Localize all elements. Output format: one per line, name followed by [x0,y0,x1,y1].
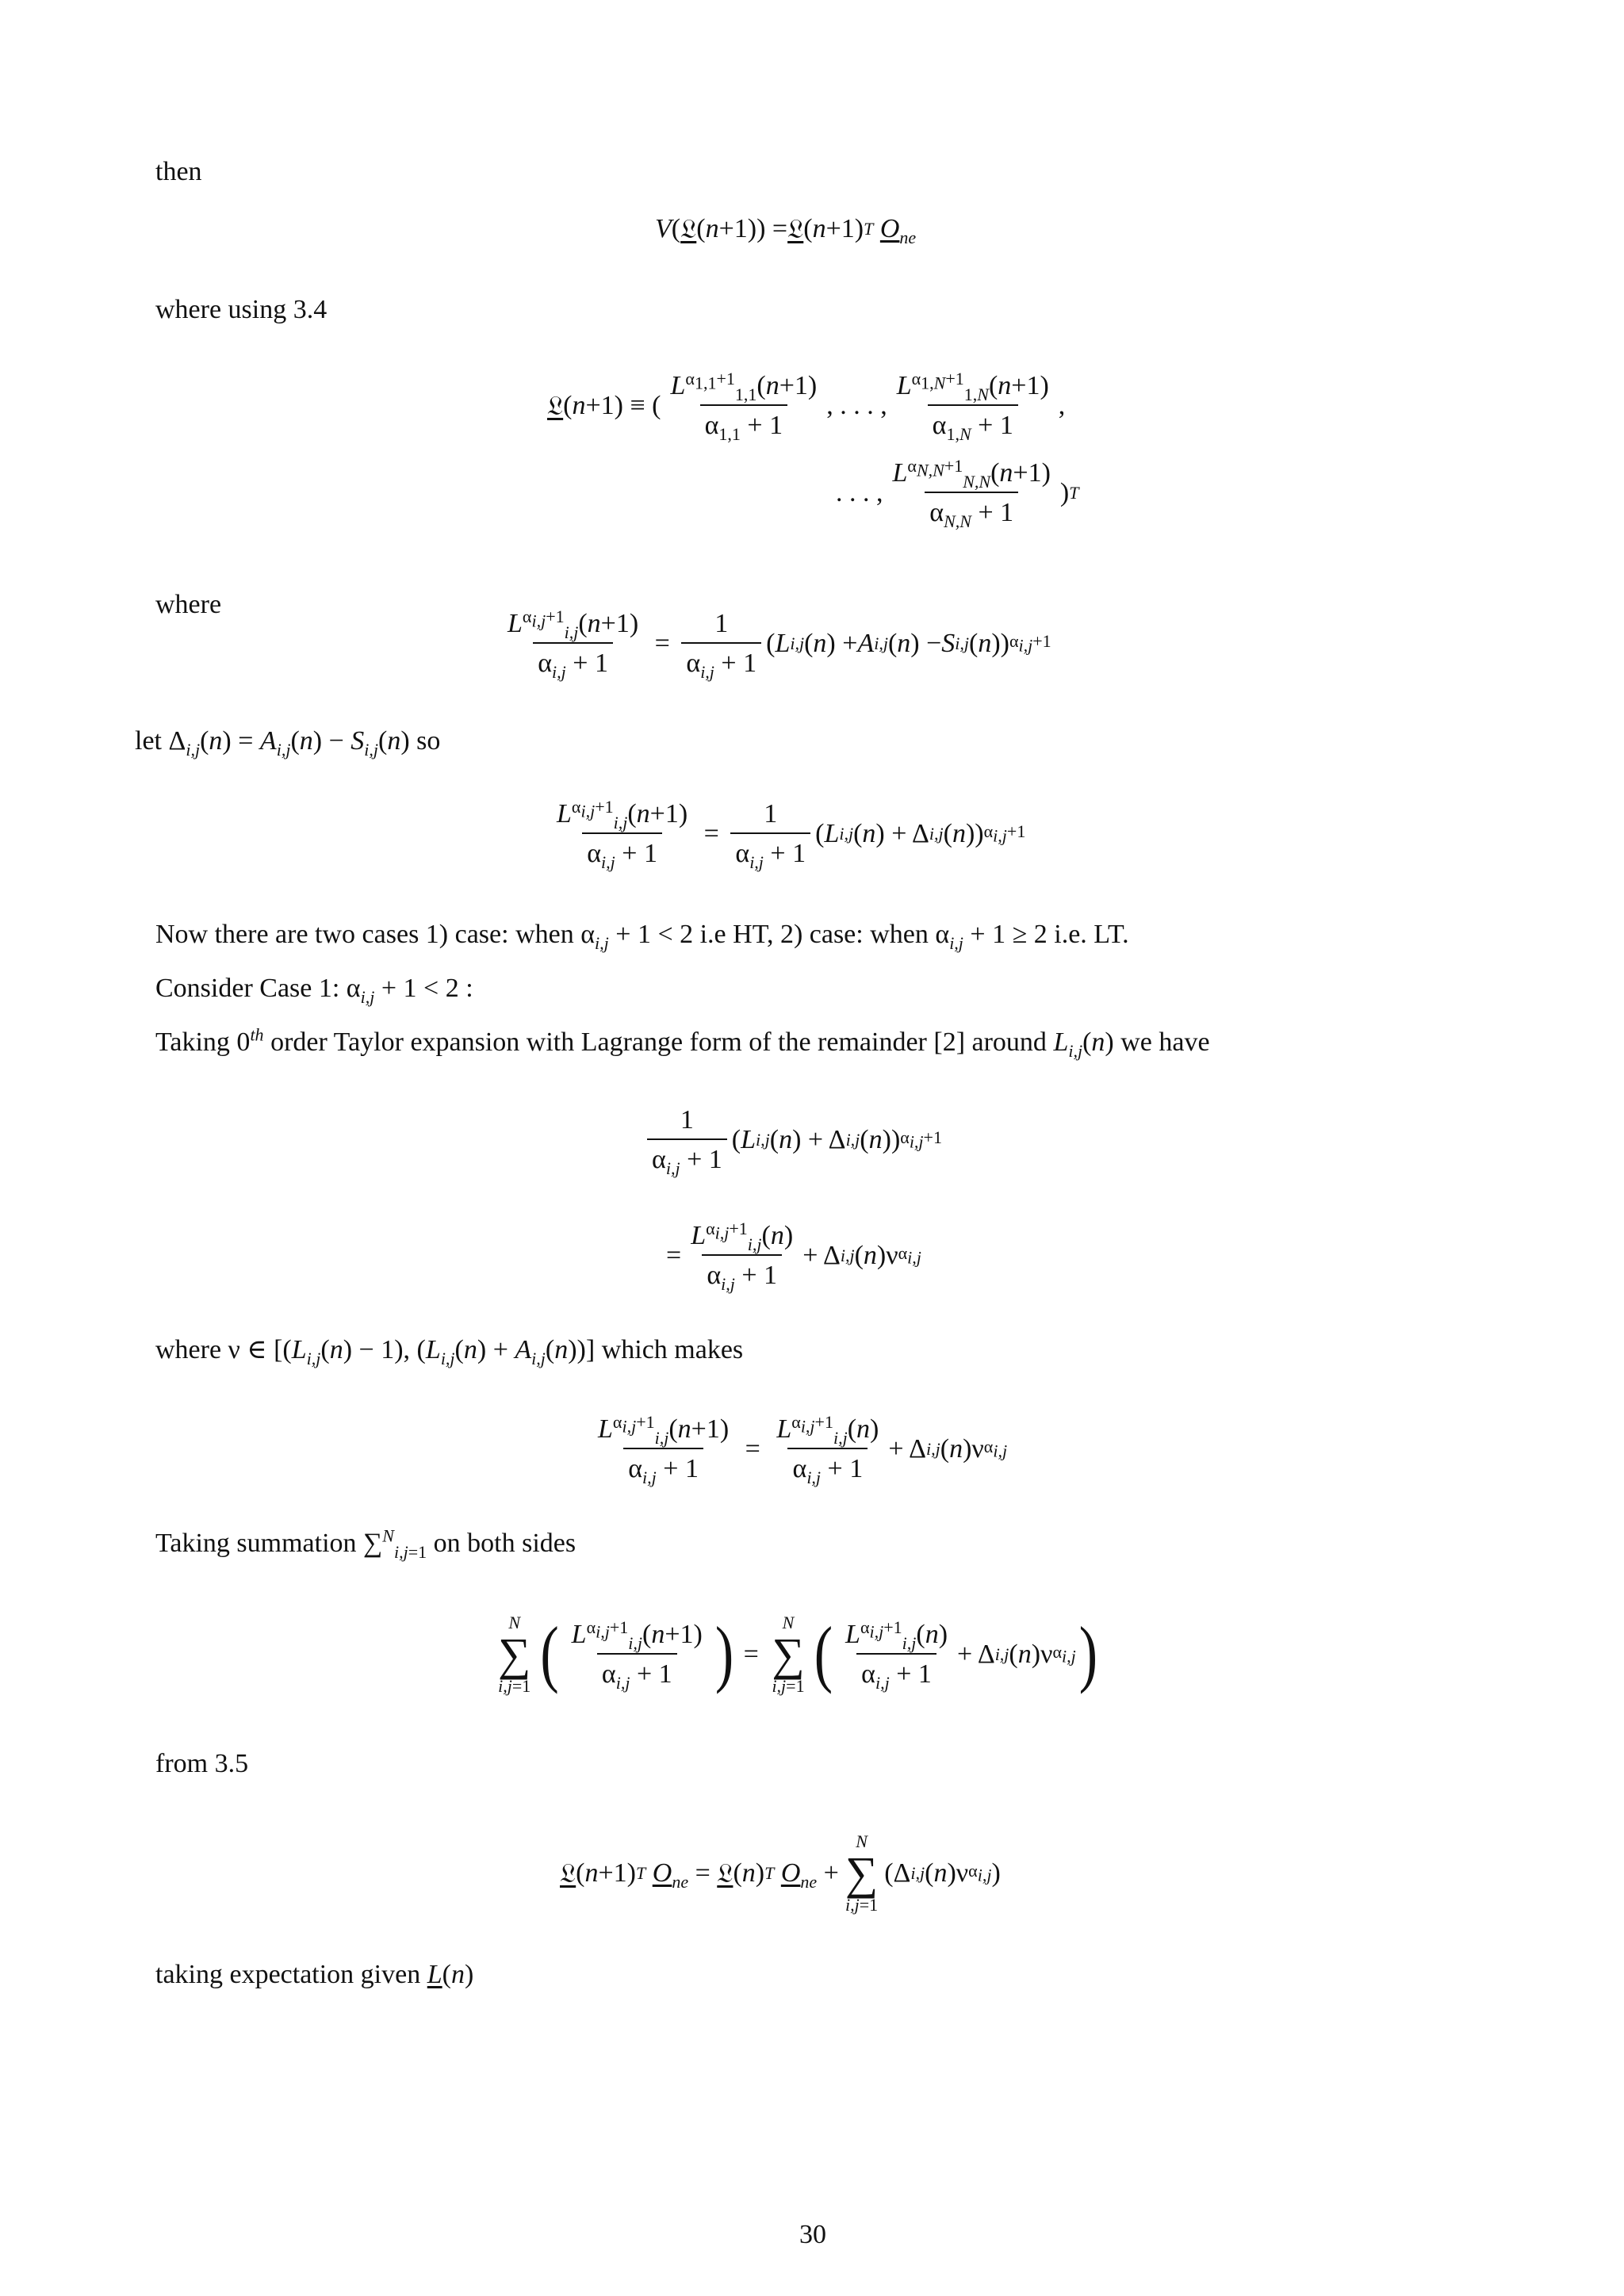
equation-taylor-rhs: = $\frac{L^{\alpha_{i,j}+1}_{i,j}(n)}{\alpha_{i,j} + 1}$ + Δ i,j ( n )ν $\alpha_{i,j}$ [666,1218,921,1294]
equation-drift: 𝔏 ( n +1) T $O_{ne}$ = 𝔏 ( n ) T $O_{ne}$ + N ∑ i,j=1 (Δ i,j ( n )ν $\alpha_{i,j}$ ) [560,1831,1001,1915]
equation-lyapunov: V ( 𝔏 ( n +1)) = 𝔏 ( n +1) T $O_{ne}$ [655,213,917,247]
equation-result: $\frac{L^{\alpha_{i,j}+1}_{i,j}(n+1)}{\alpha_{i,j} + 1}$ = $\frac{L^{\alpha_{i,j}+1}_{i,j}(n)}{\alpha_{i,j} + 1}$ + Δ i,j ( n )ν $\alpha_{i,j}$ [598,1411,1008,1487]
equation-component: $\frac{L^{\alpha_{i,j}+1}_{i,j}(n+1)}{\alpha_{i,j} + 1}$ = $\frac{1}{\alpha_{i,j} + 1}$ ( L i,j ( n ) + A i,j ( n ) − S i,j ( n )) $\alpha_{i,j}+1$ [508,606,1051,682]
equation-vector-def: 𝔏 ( n +1) ≡ ( $\frac{L^{\alpha_{1,1}+1}_{1,1}(n+1)}{\alpha_{1,1} + 1}$ , . . . , $\frac{L^{\alpha_{1,N}+1}_{1,N}(n+1)}{\alpha_{1,N} + 1}$ , [547,368,1066,444]
text-from-3-5: from 3.5 [155,1749,249,1778]
text-then: then [155,157,202,186]
text-where-using: where using 3.4 [155,295,327,324]
equation-vector-def-cont: . . . , $\frac{L^{\alpha_{N,N}+1}_{N,N}(n+1)}{\alpha_{N,N} + 1}$ ) T [836,455,1079,531]
text-taking-summation: Taking summation ∑$^N_{i,j=1}$ on both sides [155,1525,576,1562]
text-two-cases: Now there are two cases 1) case: when $\alpha_{i,j} + 1 < 2$ i.e HT, 2) case: when $\alpha_{i,j} + 1 \ge 2$ i.e. LT. [155,920,1129,953]
page-number: 30 [799,2220,826,2249]
equation-summation: N ∑ i,j=1 ( $\frac{L^{\alpha_{i,j}+1}_{i,j}(n+1)}{\alpha_{i,j} + 1}$ ) = N ∑ i,j=1 ( $\frac{L^{\alpha_{i,j}+1}_{i,j}(n)}{\alpha_{i,j} + 1}$ + Δ i,j ( n )ν $\alpha_{i,j}$ ) [498,1613,1098,1696]
equation-delta-form: $\frac{L^{\alpha_{i,j}+1}_{i,j}(n+1)}{\alpha_{i,j} + 1}$ = $\frac{1}{\alpha_{i,j} + 1}$ ( L i,j ( n ) + Δ i,j ( n )) $\alpha_{i,j}+1$ [557,796,1026,872]
text-taylor: Taking 0th order Taylor expansion with Lagrange form of the remainder [2] around $L_{i,j}(n)$ we have [155,1024,1210,1061]
text-where: where [155,590,222,619]
text-taking-expectation: taking expectation given L(n) [155,1960,474,1989]
text-let-delta: let $\Delta_{i,j}(n) = A_{i,j}(n) - S_{i,j}(n)$ so [135,726,441,760]
equation-taylor-lhs: $\frac{1}{\alpha_{i,j} + 1}$ ( L i,j ( n ) + Δ i,j ( n )) $\alpha_{i,j}+1$ [642,1107,942,1173]
text-where-nu: where ν ∈ [$(L_{i,j}(n) - 1)$, $(L_{i,j}(n) + A_{i,j}(n))$] which makes [155,1335,744,1368]
text-case-1: Consider Case 1: $\alpha_{i,j} + 1 < 2$ : [155,974,473,1007]
